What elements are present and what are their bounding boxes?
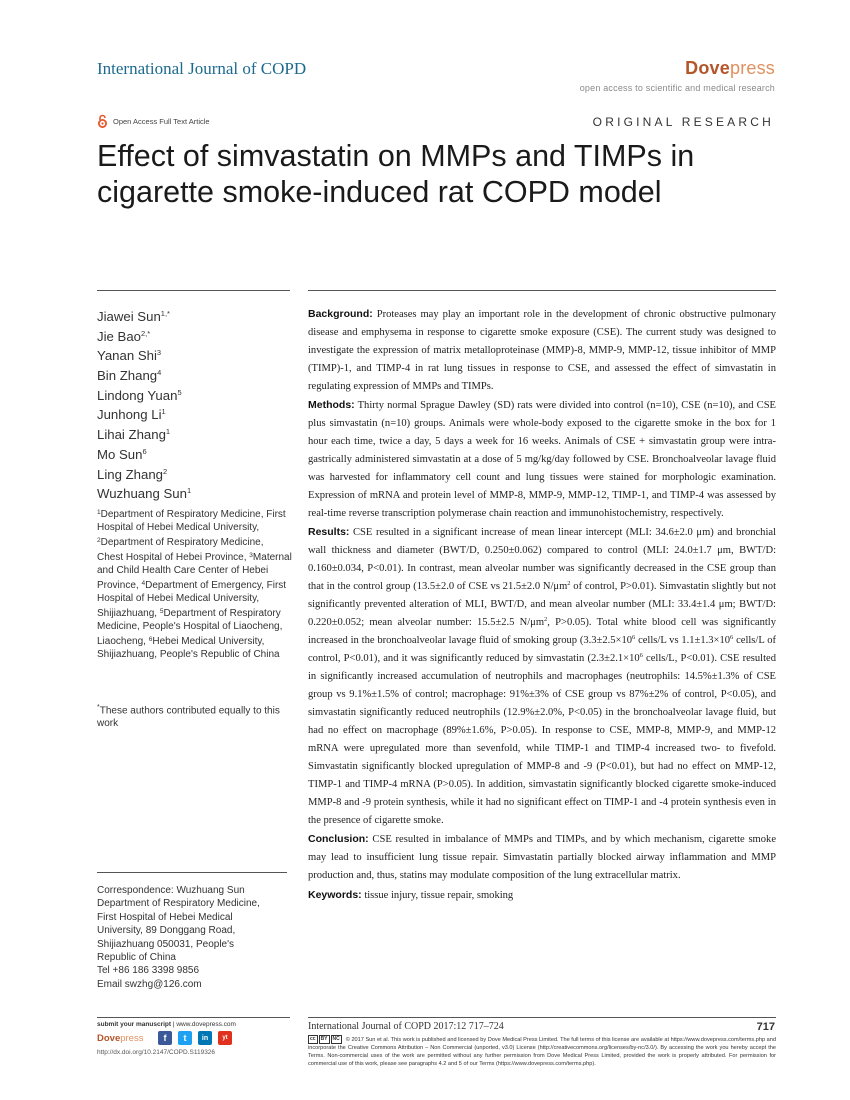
section-label: ORIGINAL RESEARCH xyxy=(592,115,774,129)
facebook-icon[interactable]: f xyxy=(158,1031,172,1045)
abstract-background: Background: Proteases may play an important role in the development of chronic obstructive pulmonary disease and emphysema in response to cigarette smoke exposure (CSE). The current study was designed to investigate the expression of matrix metalloproteinase (MMP)-8, MMP-9, MMP-12, tissue inhibitor of MMP (TIMP)-1, and TIMP-4 in rat lung tissues in response to CSE, and assessed the effect of simvastatin in regulating expression of MMPs and TIMPs. xyxy=(308,308,776,393)
publisher-logo[interactable] xyxy=(685,58,775,79)
abstract-results: Results: CSE resulted in a significant increase of mean linear intercept (MLI: 34.6±2.0 μm) and bronchial wall thickness and diameter (BWT/D, 0.250±0.062) compared to control (MLI: 24.0±1.7 μm, BWT/D: 0.160±0.034, P<0.01). In contrast, mean alveolar number was significantly decreased in the CSE group than that in the control group (13.5±2.0 of CSE vs 21.5±2.0 $N/\mu m^2$ of control, P>0.01). Simvastatin slightly but not significantly prevented alteration of MLI, BWT/D, and mean alveolar number (MLI: 33.4±1.4 μm; BWT/D: 0.220±0.052; mean alveolar number: 15.5±2.5 $N/\mu m^2$, P>0.05). Total white blood cell was significantly increased in the bronchoalveolar lavage fluid of smoking group ($3.3\pm 2.5\times 10^6$ cells/L vs $1.1\pm 1.3\times 10^6$ cells/L of control, P<0.01), and it was significantly reduced by simvastatin ($2.3\pm 2.1\times 10^6$ cells/L, P<0.01). CSE resulted in significantly increased accumulation of neutrophils and macrophages (neutrophils: 14.5%±1.3% of CSE group vs 9.1%±1.5% of control; macrophage: 91%±3% of CSE group vs 87%±2% of control, P<0.05), and simvastatin significantly reduced neutrophils (12.9%±2.0%, P<0.05) in the bronchoalveolar lavage fluid, but had no effect on macrophage (89%±1.6%, P>0.05). In response to CSE, MMP-8, MMP-9, and MMP-12 mRNA were upregulated more than sevenfold, while TIMP-1 and TIMP-4 increased two- to fivefold. Simvastatin significantly blocked upregulation of MMP-8 and -9 (P<0.01), but had no effect on MMP-12, TIMP-1 and TIMP-4 mRNA (P>0.05). In addition, simvastatin significantly blocked cigarette smoke-induced MMP-8 and -9 protein synthesis, while it had no significant effect on TIMP-1 and -4 protein synthesis even in the presence of cigarette smoke. xyxy=(308,526,776,827)
journal-name[interactable]: International Journal of COPD xyxy=(97,59,307,78)
brand-part-a: Dove xyxy=(685,58,730,78)
divider xyxy=(97,1017,290,1018)
author-name[interactable]: Lindong Yuan$^5$ xyxy=(97,387,182,403)
divider xyxy=(97,290,290,291)
linkedin-icon[interactable]: in xyxy=(198,1031,212,1045)
divider xyxy=(308,1017,776,1018)
page-number: 717 xyxy=(756,1021,775,1033)
submit-manuscript-link[interactable]: submit your manuscript | www.dovepress.com xyxy=(97,1021,236,1028)
abstract xyxy=(308,305,776,905)
author-name[interactable]: Lihai Zhang$^1$ xyxy=(97,427,171,443)
abstract-methods: Methods: Thirty normal Sprague Dawley (SD) rats were divided into control (n=10), CSE (n=10), and CSE plus simvastatin (n=10) groups. Animals were whole-body exposed to the cigarette smoke in the box for 1 hour each time, twice a day, 5 days a week for 16 weeks. Animals of CSE + simvastatin group were intra-gastrically administered simvastatin at a dose of 5 mg/kg/day followed by CSE. Bronchoalveolar lavage fluid was harvested for inflammatory cell count and lung tissues were stained for morphologic examination. Expression of mRNA and protein level of MMP-8, MMP-9, MMP-12, TIMP-1, and TIMP-4 was assessed by real-time reverse transcription polymerase chain reaction and immunohistochemistry, respectively. xyxy=(308,399,776,520)
author-name[interactable]: Jiawei Sun$^{1,*}$ xyxy=(97,309,170,324)
author-name[interactable]: Bin Zhang$^4$ xyxy=(97,368,162,384)
abstract-conclusion: Conclusion: CSE resulted in imbalance of MMPs and TIMPs, and by which mechanism, cigarette smoke may lead to insufficient lung tissue repair. Simvastatin partially blocked airway inflammation and MMP production and, thus, statins may modulate composition of the lung extracellular matrix. xyxy=(308,833,776,882)
open-access-lock-icon xyxy=(97,114,108,128)
divider xyxy=(97,872,287,873)
divider xyxy=(308,290,776,291)
open-access-badge xyxy=(97,114,210,128)
abstract-keywords: Keywords: tissue injury, tissue repair, smoking xyxy=(308,888,514,901)
doi-link[interactable]: http://dx.doi.org/10.2147/COPD.S119326 xyxy=(97,1049,216,1056)
article-title: Effect of simvastatin on MMPs and TIMPs in cigarette smoke-induced rat COPD model xyxy=(97,139,695,209)
author-list xyxy=(97,304,191,501)
creative-commons-icon[interactable]: cc BY NC xyxy=(310,1036,340,1042)
brand-part-b: press xyxy=(729,58,775,78)
author-name[interactable]: Wuzhuang Sun$^1$ xyxy=(97,486,192,502)
social-links xyxy=(158,1031,232,1045)
equal-contribution-note: *These authors contributed equally to this work xyxy=(97,704,280,730)
affiliations: $^1$Department of Respiratory Medicine, First Hospital of Hebei Medical University, $^2$Department of Respiratory Medicine, Chest Hospital of Hebei Province, $^3$Maternal and Child Health Care Center of Hebei Province, $^4$Department of Emergency, First Hospital of Hebei Medical University, Shijiazhuang, $^5$Department of Respiratory Medicine, People's Hospital of Liaocheng, Liaocheng, $^6$Hebei Medical University, Shijiazhuang, People's Republic of China xyxy=(97,509,292,660)
footer-publisher-logo[interactable]: Dovepress xyxy=(97,1033,144,1044)
author-name[interactable]: Yanan Shi$^3$ xyxy=(97,348,162,364)
youtube-icon[interactable]: yt xyxy=(218,1031,232,1045)
publisher-tagline: open access to scientific and medical research xyxy=(579,83,775,93)
twitter-icon[interactable]: t xyxy=(178,1031,192,1045)
citation-line: International Journal of COPD 2017:12 717–724 xyxy=(308,1021,504,1032)
open-access-label: Open Access Full Text Article xyxy=(113,116,210,126)
correspondence-block: Correspondence: Wuzhuang Sun Department of Respiratory Medicine, First Hospital of Hebei Medical University, 89 Donggang Road, Shijiazhuang 050031, People's Republic of China Tel +86 186 3398 9856 Email swzhg@126.com xyxy=(97,884,292,991)
correspondence-email[interactable]: Email swzhg@126.com xyxy=(97,978,202,990)
author-name[interactable]: Jie Bao$^{2,*}$ xyxy=(97,328,151,344)
author-name[interactable]: Junhong Li$^1$ xyxy=(97,407,166,423)
author-name[interactable]: Ling Zhang$^2$ xyxy=(97,466,168,482)
author-name[interactable]: Mo Sun$^6$ xyxy=(97,446,147,462)
license-text: cc BY NC © 2017 Sun et al. This work is published and licensed by Dove Medical Press Limited. The full terms of this license are available at https://www.dovepress.com/terms.php and incorporate the Creative Commons Attribution – Non Commercial (unported, v3.0) License (http://creativecommons.org/licenses/by-nc/3.0/). By accessing the work you hereby accept the Terms. Non-commercial uses of the work are permitted without any further permission from Dove Medical Press Limited, provided the work is properly attributed. For permission for commercial use of this work, please see paragraphs 4.2 and 5 of our Terms (https://www.dovepress.com/terms.php). xyxy=(308,1036,776,1067)
